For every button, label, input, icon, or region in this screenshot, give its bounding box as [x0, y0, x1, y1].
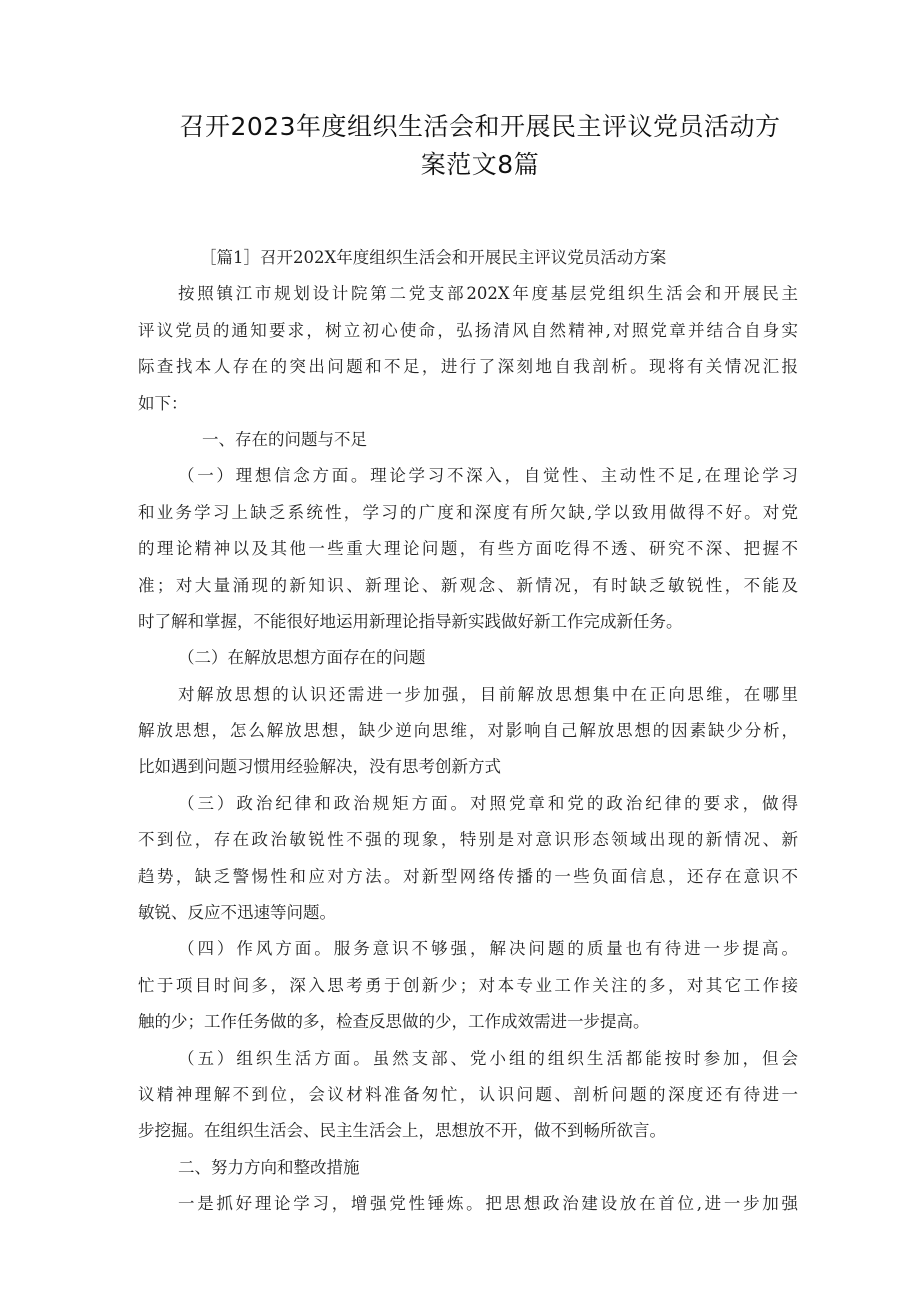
text-line: （二）在解放思想方面存在的问题	[178, 648, 426, 668]
text-line: 如下：	[138, 393, 188, 413]
text-line: 对解放思想的认识还需进一步加强，目前解放思想集中在正向思维，在哪里	[178, 684, 798, 704]
text-line: 一、存在的问题与不足	[202, 429, 367, 449]
text-line: 敏锐、反应不迅速等问题。	[138, 903, 336, 923]
text-line: 评议党员的通知要求，树立初心使命，弘扬清风自然精神,对照党章并结合自身实	[138, 320, 798, 340]
text-line: 触的少；工作任务做的多，检查反思做的少，工作成效需进一步提高。	[138, 1012, 650, 1032]
text-line: 解放思想，怎么解放思想，缺少逆向思维，对影响自己解放思想的因素缺少分析，	[138, 721, 798, 741]
text-line: 不到位，存在政治敏锐性不强的现象，特别是对意识形态领域出现的新情况、新	[138, 830, 798, 850]
text-line: 趋势，缺乏警惕性和应对方法。对新型网络传播的一些负面信息，还存在意识不	[138, 866, 798, 886]
text-line: ［篇1］召开202X年度组织生活会和开展民主评议党员活动方案	[200, 248, 667, 267]
text-line: （三）政治纪律和政治规矩方面。对照党章和党的政治纪律的要求，做得	[178, 793, 798, 813]
text-line: 和业务学习上缺乏系统性，学习的广度和深度有所欠缺,学以致用做得不好。对党	[138, 502, 798, 522]
text-line: 忙于项目时间多，深入思考勇于创新少；对本专业工作关注的多，对其它工作接	[138, 975, 798, 995]
text-line: （五）组织生活方面。虽然支部、党小组的组织生活都能按时参加，但会	[178, 1048, 798, 1068]
title-line-2: 案范文8篇	[420, 150, 540, 179]
text-line: 时了解和掌握，不能很好地运用新理论指导新实践做好新工作完成新任务。	[138, 611, 683, 631]
text-line: 的理论精神以及其他一些重大理论问题，有些方面吃得不透、研究不深、把握不	[138, 539, 798, 559]
text-line: 议精神理解不到位，会议材料准备匆忙，认识问题、剖析问题的深度还有待进一	[138, 1084, 798, 1104]
text-line: 按照镇江市规划设计院第二党支部202X年度基层党组织生活会和开展民主	[178, 284, 798, 304]
text-line: （一）理想信念方面。理论学习不深入，自觉性、主动性不足,在理论学习	[178, 466, 798, 486]
title-line-1: 召开2023年度组织生活会和开展民主评议党员活动方	[179, 112, 781, 141]
document-title	[160, 108, 800, 184]
text-line: 一是抓好理论学习，增强党性锤炼。把思想政治建设放在首位,进一步加强	[178, 1194, 798, 1214]
text-line: 步挖掘。在组织生活会、民主生活会上，思想放不开，做不到畅所欲言。	[138, 1121, 666, 1141]
text-line: （四）作风方面。服务意识不够强，解决问题的质量也有待进一步提高。	[178, 939, 798, 959]
text-line: 二、努力方向和整改措施	[178, 1157, 360, 1177]
text-line: 际查找本人存在的突出问题和不足，进行了深刻地自我剖析。现将有关情况汇报	[138, 357, 798, 377]
text-line: 准；对大量涌现的新知识、新理论、新观念、新情况，有时缺乏敏锐性，不能及	[138, 575, 798, 595]
text-line: 比如遇到问题习惯用经验解决，没有思考创新方式	[138, 757, 501, 777]
document-body	[138, 240, 798, 1223]
